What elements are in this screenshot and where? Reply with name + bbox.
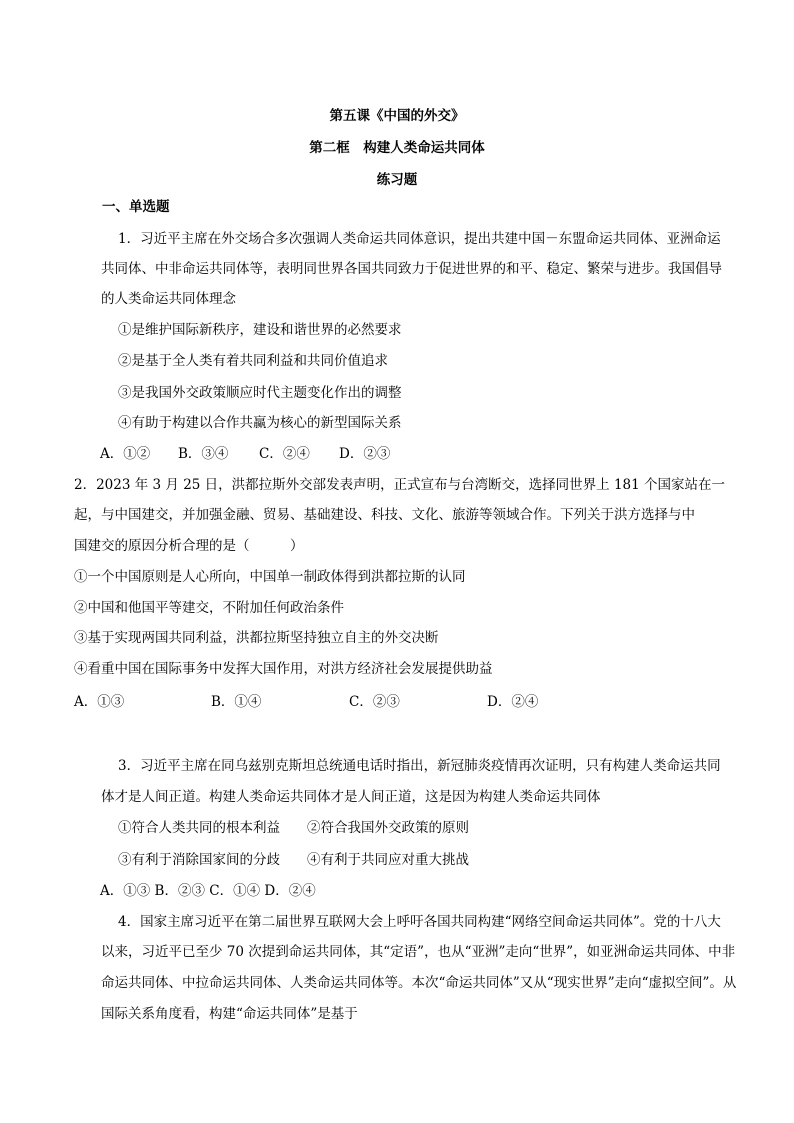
q4-stem-line-2: 以来，习近平已至少 70 次提到命运共同体，其“定语”，也从“亚洲”走向“世界”，如亚洲命运共同体、中非 [101, 944, 736, 960]
q1-item-3: ③是我国外交政策顺应时代主题变化作出的调整 [118, 385, 402, 401]
q2-option-b[interactable]: B．①④ [211, 694, 262, 710]
q1-stem-line-2: 共同体、中非命运共同体等，表明同世界各国共同致力于促进世界的和平、稳定、繁荣与进步。我国倡导 [101, 261, 722, 277]
q2-stem-line-2: 起，与中国建交，并加强金融、贸易、基础建设、科技、文化、旅游等领域合作。下列关于洪方选择与中 [74, 507, 695, 523]
q4-stem-line-3: 命运共同体、中拉命运共同体、人类命运共同体等。本次“命运共同体”又从“现实世界”走向“虚拟空间”。从 [101, 975, 737, 991]
q3-stem-line-2: 体才是人间正道。构建人类命运共同体才是人间正道，这是因为构建人类命运共同体 [101, 789, 601, 805]
q3-stem-line-1: 3．习近平主席在同乌兹别克斯坦总统通电话时指出，新冠肺炎疫情再次证明，只有构建人类命运共同 [118, 758, 721, 774]
q1-item-2: ②是基于全人类有着共同利益和共同价值追求 [118, 353, 388, 369]
q1-option-d[interactable]: D．②③ [339, 446, 391, 462]
q1-stem-line-1: 1．习近平主席在外交场合多次强调人类命运共同体意识，提出共建中国－东盟命运共同体、亚洲命运 [118, 231, 721, 247]
q4-stem-line-4: 国际关系角度看，构建“命运共同体”是基于 [101, 1006, 358, 1022]
q3-items-row-1: ①符合人类共同的根本利益 ②符合我国外交政策的原则 [118, 820, 469, 836]
q1-option-a[interactable]: A．①② [100, 446, 151, 462]
frame-title: 第二框 构建人类命运共同体 [309, 140, 485, 156]
q2-item-4: ④看重中国在国际事务中发挥大国作用，对洪方经济社会发展提供助益 [74, 661, 493, 677]
q1-option-c[interactable]: C．②④ [259, 446, 310, 462]
q2-stem-line-3: 国建交的原因分析合理的是（ ） [74, 538, 304, 554]
exercise-title: 练习题 [376, 172, 418, 188]
q1-option-b[interactable]: B．③④ [178, 446, 229, 462]
q3-options: A．①③ B．②③ C．①④ D．②④ [100, 883, 316, 899]
q3-items-row-2: ③有利于消除国家间的分歧 ④有利于共同应对重大挑战 [118, 852, 469, 868]
q2-item-1: ①一个中国原则是人心所向，中国单一制政体得到洪都拉斯的认同 [74, 569, 466, 585]
section-heading: 一、单选题 [102, 199, 170, 215]
q2-item-3: ③基于实现两国共同利益，洪都拉斯坚持独立自主的外交决断 [74, 630, 439, 646]
q2-option-c[interactable]: C．②③ [349, 694, 400, 710]
lesson-title: 第五课《中国的外交》 [329, 108, 465, 124]
q1-stem-line-3: 的人类命运共同体理念 [101, 291, 236, 307]
q4-stem-line-1: 4．国家主席习近平在第二届世界互联网大会上呼吁各国共同构建“网络空间命运共同体”。党的十八大 [118, 914, 721, 930]
q1-item-1: ①是维护国际新秩序，建设和谐世界的必然要求 [118, 322, 402, 338]
q1-item-4: ④有助于构建以合作共赢为核心的新型国际关系 [118, 415, 402, 431]
q2-item-2: ②中国和他国平等建交，不附加任何政治条件 [74, 600, 344, 616]
q2-option-d[interactable]: D．②④ [487, 694, 539, 710]
q2-stem-line-1: 2．2023 年 3 月 25 日，洪都拉斯外交部发表声明，正式宣布与台湾断交，选择同世界上 181 个国家站在一 [74, 477, 726, 493]
q2-option-a[interactable]: A．①③ [74, 694, 125, 710]
